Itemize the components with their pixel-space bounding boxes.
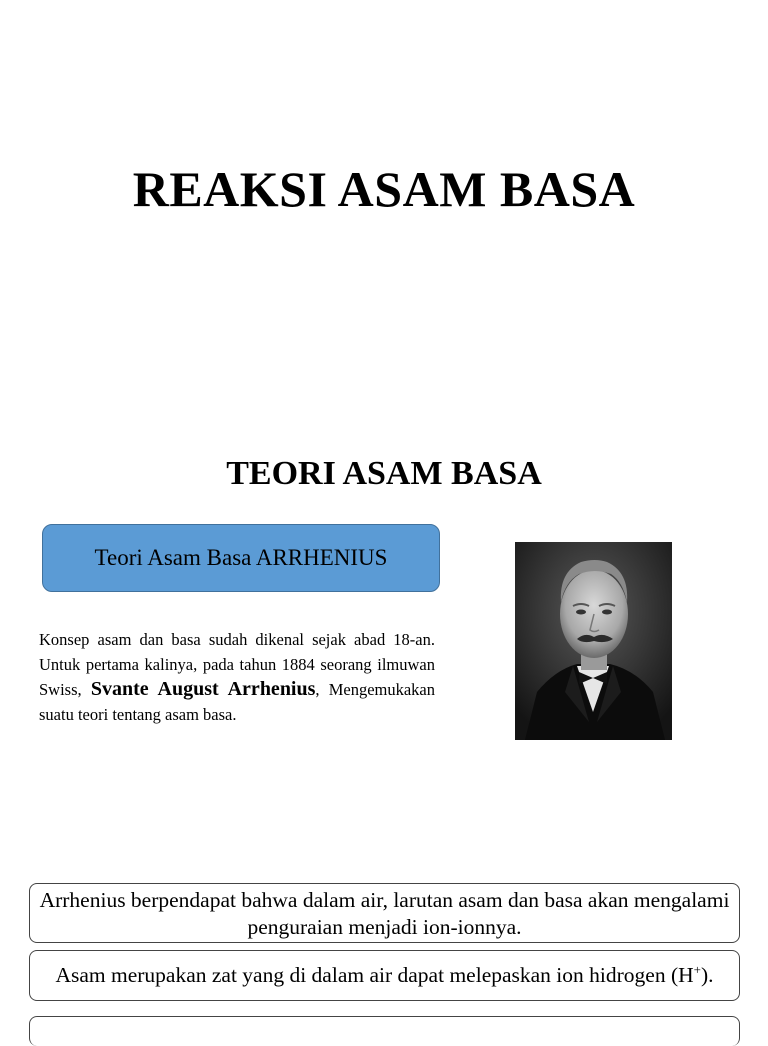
arrhenius-portrait <box>515 542 672 740</box>
scientist-name: Svante August Arrhenius <box>90 678 316 700</box>
intro-paragraph <box>39 627 435 727</box>
intro-text-before: Konsep asam dan basa sudah dikenal sejak abad 18-an. Untuk pertama kalinya, pada tahun 1884 seorang ilmuwan Swiss, <box>39 630 435 699</box>
arrhenius-theory-box <box>42 524 440 592</box>
note-box-dissociation: Arrhenius berpendapat bahwa dalam air, larutan asam dan basa akan mengalami penguraian menjadi ion-ionnya. <box>29 883 740 943</box>
hydrogen-ion-charge: + <box>693 961 701 977</box>
note2-text-end: ). <box>701 963 714 987</box>
note-box-partial <box>29 1016 740 1046</box>
main-title: REAKSI ASAM BASA <box>132 161 636 217</box>
note2-text: Asam merupakan zat yang di dalam air dapat melepaskan ion hidrogen (H <box>55 963 694 987</box>
portrait-icon <box>515 542 672 740</box>
section-title: TEORI ASAM BASA <box>226 455 542 492</box>
theory-box-label: Teori Asam Basa ARRHENIUS <box>94 545 388 570</box>
intro-text-after: , Mengemukakan suatu teori tentang asam basa. <box>39 680 435 724</box>
note-box-acid-definition <box>29 950 740 1001</box>
